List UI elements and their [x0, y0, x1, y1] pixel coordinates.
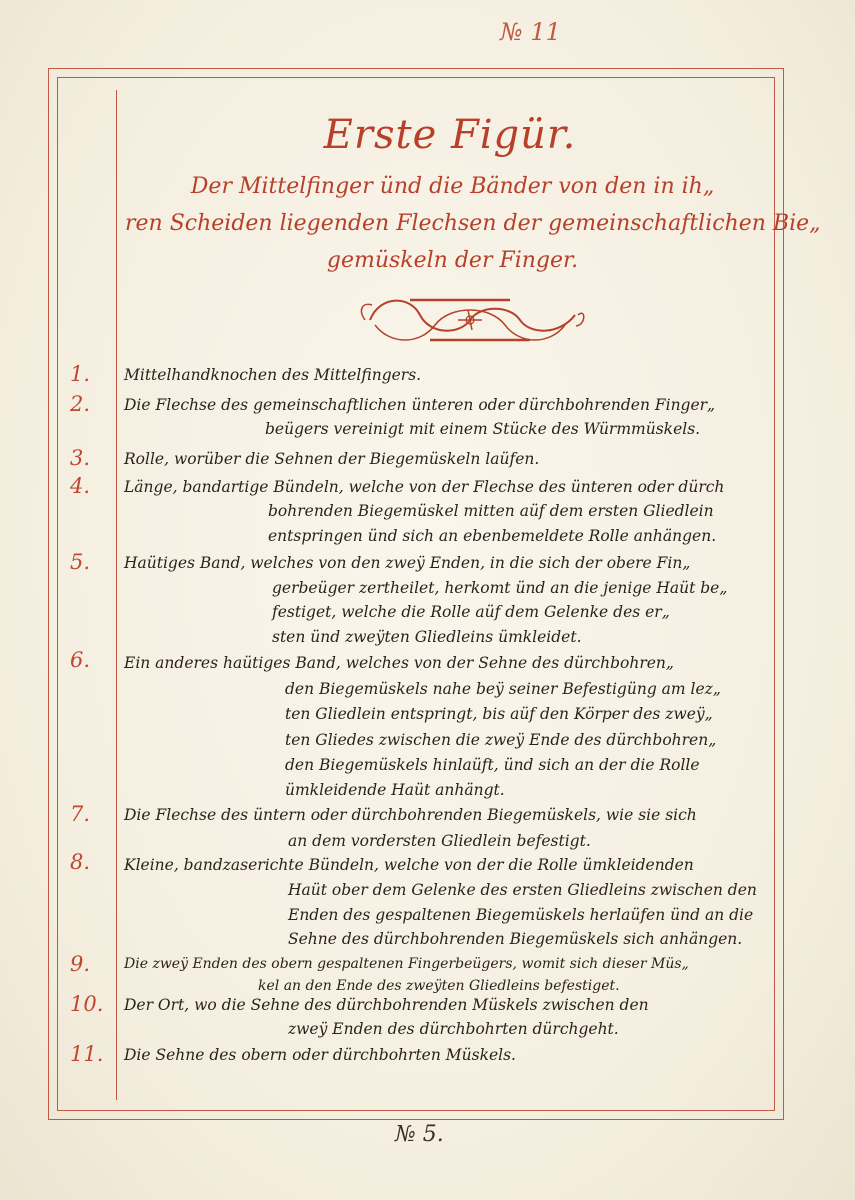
entry-line: Der Ort, wo die Sehne des dürchbohrenden Müskels zwischen den	[124, 996, 649, 1014]
subtitle-line: ren Scheiden liegenden Flechsen der gemeinschaftlichen Bie„	[125, 211, 821, 236]
subtitle	[125, 168, 821, 279]
entry-line: sten ünd zweÿten Gliedleins ümkleidet.	[272, 628, 582, 646]
plate-number: № 5.	[395, 1122, 444, 1147]
entry-line: Haüt ober dem Gelenke des ersten Gliedleins zwischen den	[288, 881, 757, 899]
entry-line: festiget, welche die Rolle aüf dem Gelenke des er„	[272, 603, 670, 621]
entry-line: Kleine, bandzaserichte Bündeln, welche von der die Rolle ümkleidenden	[124, 856, 694, 874]
entry-number: 2.	[70, 392, 91, 416]
entry-line: bohrenden Biegemüskel mitten aüf dem ersten Gliedlein	[268, 502, 714, 520]
subtitle-line: gemüskeln der Finger.	[326, 248, 579, 273]
entry-line: kel an den Ende des zweÿten Gliedleins befestiget.	[258, 978, 620, 994]
entry-line: Mittelhandknochen des Mittelfingers.	[124, 366, 422, 384]
entry-number: 8.	[70, 850, 91, 874]
entry-number: 3.	[70, 446, 91, 470]
entry-line: Sehne des dürchbohrenden Biegemüskels sich anhängen.	[288, 930, 743, 948]
calligraphic-flourish-ornament	[350, 280, 590, 360]
entry-number: 11.	[70, 1042, 104, 1066]
page-number: № 11	[500, 18, 561, 46]
entry-line: Die Flechse des gemeinschaftlichen ünteren oder dürchbohrenden Finger„	[124, 396, 716, 414]
entry-line: ümkleidende Haüt anhängt.	[285, 781, 505, 799]
entry-line: Enden des gespaltenen Biegemüskels herlaüfen ünd an die	[288, 906, 754, 924]
entry-line: gerbeüger zertheilet, herkomt ünd an die jenige Haüt be„	[272, 579, 728, 597]
entry-line: Haütiges Band, welches von den zweÿ Enden, in die sich der obere Fin„	[124, 554, 691, 572]
entry-number: 9.	[70, 952, 91, 976]
entry-number: 5.	[70, 550, 91, 574]
entry-line: ten Gliedlein entspringt, bis aüf den Körper des zweÿ„	[285, 705, 713, 723]
entry-number: 4.	[70, 474, 91, 498]
entry-line: Länge, bandartige Bündeln, welche von der Flechse des ünteren oder dürch	[124, 478, 725, 496]
entry-line: entspringen ünd sich an ebenbemeldete Rolle anhängen.	[268, 527, 717, 545]
entry-line: ten Gliedes zwischen die zweÿ Ende des dürchbohren„	[285, 731, 717, 749]
entry-line: Rolle, worüber die Sehnen der Biegemüskeln laüfen.	[124, 450, 540, 468]
entry-number: 7.	[70, 802, 91, 826]
page-title: Erste Figür.	[323, 112, 577, 158]
entry-number: 6.	[70, 648, 91, 672]
entry-line: Ein anderes haütiges Band, welches von der Sehne des dürchbohren„	[124, 654, 674, 672]
entry-line: Die Sehne des obern oder dürchbohrten Müskels.	[124, 1046, 516, 1064]
entry-line: den Biegemüskels nahe beÿ seiner Befestigüng am lez„	[285, 680, 721, 698]
subtitle-line: Der Mittelfinger ünd die Bänder von den in ih„	[190, 174, 715, 199]
entry-line: an dem vordersten Gliedlein befestigt.	[288, 832, 591, 850]
margin-rule	[116, 90, 117, 1100]
entry-line: Die Flechse des üntern oder dürchbohrenden Biegemüskels, wie sie sich	[124, 806, 697, 824]
entry-line: Die zweÿ Enden des obern gespaltenen Fingerbeügers, womit sich dieser Müs„	[124, 956, 689, 972]
entry-number: 1.	[70, 362, 91, 386]
entry-line: beügers vereinigt mit einem Stücke des Würmmüskels.	[265, 420, 701, 438]
entry-line: zweÿ Enden des dürchbohrten dürchgeht.	[288, 1020, 619, 1038]
entry-number: 10.	[70, 992, 104, 1016]
entry-line: den Biegemüskels hinlaüft, ünd sich an der die Rolle	[285, 756, 700, 774]
